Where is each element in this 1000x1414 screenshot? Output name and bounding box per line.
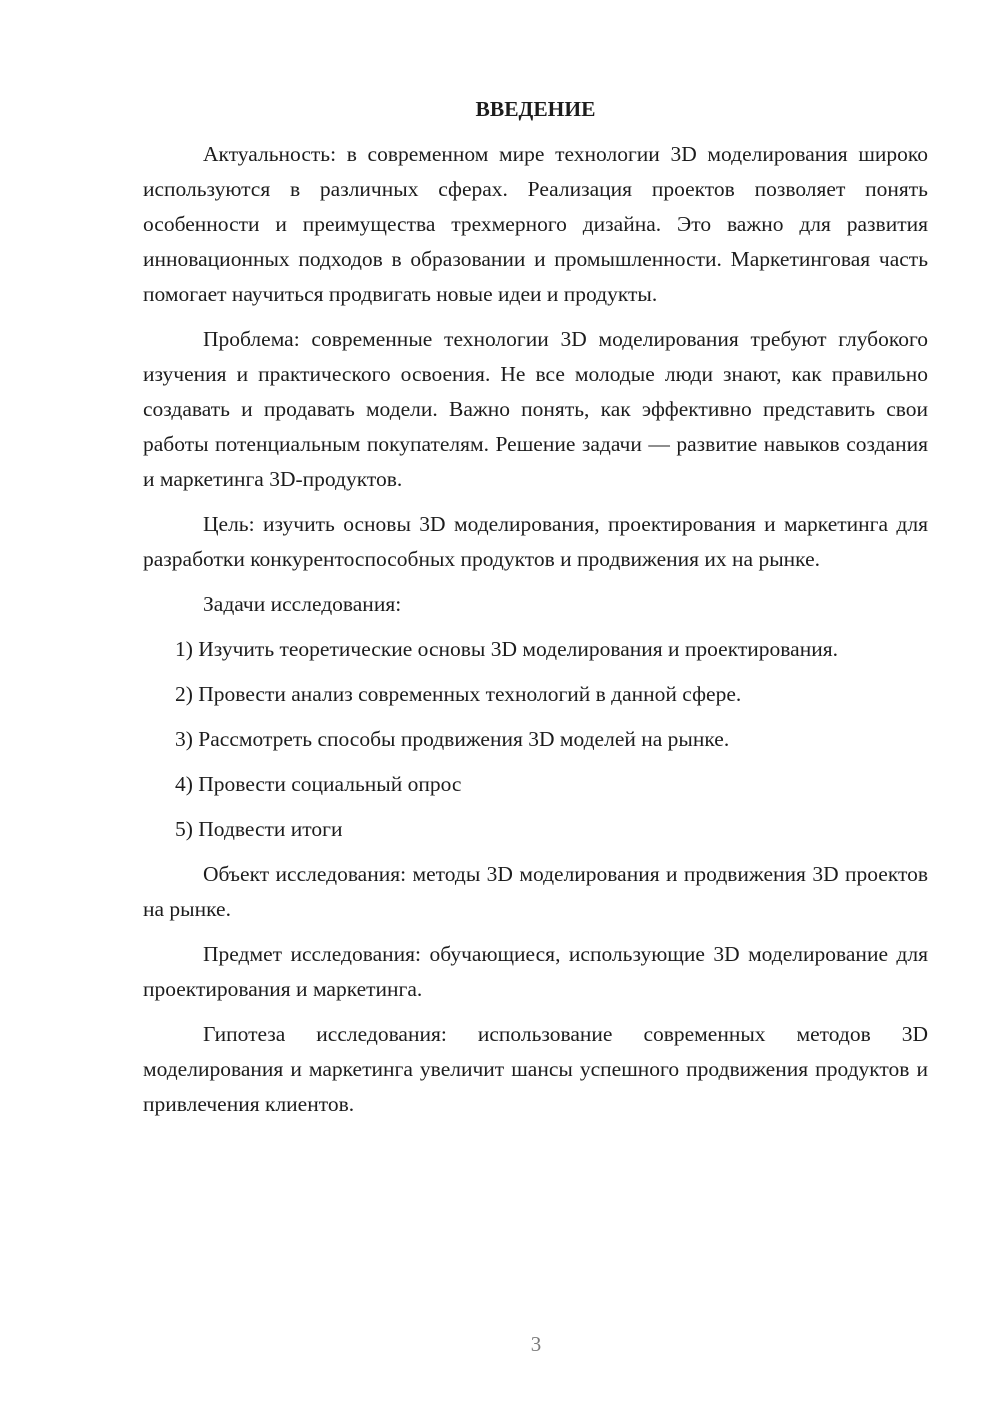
- paragraph-problem: Проблема: современные технологии 3D моделирования требуют глубокого изучения и практического освоения. Не все молодые люди знают, как правильно создавать и продавать модели. Важно понять, как эффективно представить свои работы потенциальным покупателям. Решение задачи — развитие навыков создания и маркетинга 3D-продуктов.: [143, 327, 928, 491]
- tasks-title: Задачи исследования:: [203, 592, 402, 616]
- paragraph-hypothesis: Гипотеза исследования: использование современных методов 3D моделирования и маркетинга увеличит шансы успешного продвижения продуктов и привлечения клиентов.: [143, 1022, 928, 1116]
- task-item-1: 1) Изучить теоретические основы 3D моделирования и проектирования.: [175, 637, 838, 661]
- task-item-5: 5) Подвести итоги: [175, 817, 343, 841]
- paragraph-object: Объект исследования: методы 3D моделирования и продвижения 3D проектов на рынке.: [143, 862, 928, 921]
- task-item-4: 4) Провести социальный опрос: [175, 772, 462, 796]
- paragraph-relevance: Актуальность: в современном мире технологии 3D моделирования широко используются в различных сферах. Реализация проектов позволяет понять особенности и преимущества трехмерного дизайна. Это важно для развития инновационных подходов в образовании и промышленности. Маркетинговая часть помогает научиться продвигать новые идеи и продукты.: [143, 142, 928, 306]
- paragraph-subject: Предмет исследования: обучающиеся, использующие 3D моделирование для проектирования и маркетинга.: [143, 942, 928, 1001]
- paragraph-goal: Цель: изучить основы 3D моделирования, проектирования и маркетинга для разработки конкурентоспособных продуктов и продвижения их на рынке.: [143, 512, 928, 571]
- task-item-3: 3) Рассмотреть способы продвижения 3D моделей на рынке.: [175, 727, 730, 751]
- section-heading: ВВЕДЕНИЕ: [475, 97, 596, 121]
- page-number: 3: [530, 1332, 542, 1356]
- task-item-2: 2) Провести анализ современных технологий в данной сфере.: [175, 682, 742, 706]
- document-page: [143, 92, 928, 1132]
